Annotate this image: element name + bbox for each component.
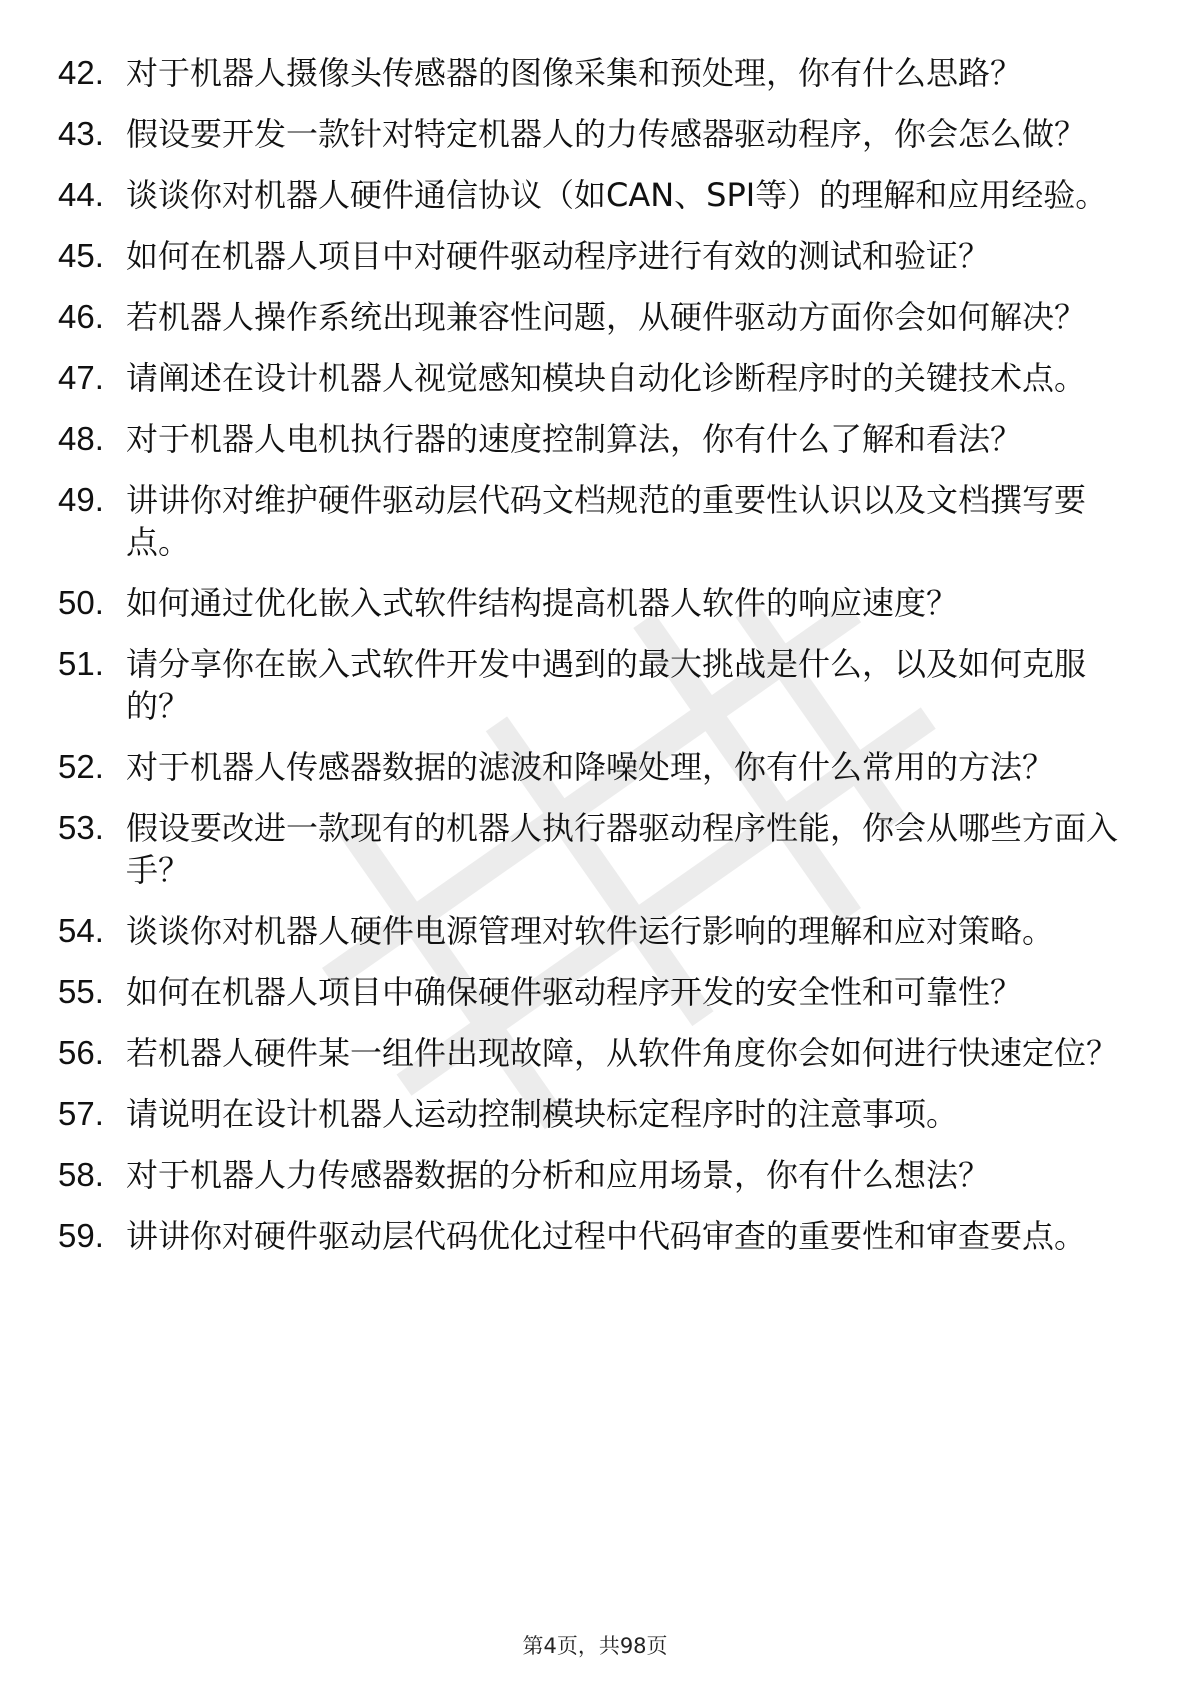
- question-item: [58, 357, 1118, 399]
- question-item: [58, 1215, 1118, 1257]
- question-item: [58, 807, 1118, 891]
- question-item: [58, 113, 1118, 155]
- question-number: 56.: [58, 1034, 104, 1071]
- question-number: 48.: [58, 420, 104, 457]
- question-number: 53.: [58, 809, 104, 846]
- question-list: [58, 52, 1118, 1276]
- question-text: 谈谈你对机器人硬件电源管理对软件运行影响的理解和应对策略。: [126, 912, 1055, 950]
- question-number: 55.: [58, 973, 104, 1010]
- question-text: 请说明在设计机器人运动控制模块标定程序时的注意事项。: [126, 1095, 959, 1133]
- question-number: 50.: [58, 584, 104, 621]
- question-text: 讲讲你对硬件驱动层代码优化过程中代码审查的重要性和审查要点。: [126, 1217, 1087, 1255]
- question-text: 谈谈你对机器人硬件通信协议（如CAN、SPI等）的理解和应用经验。: [126, 176, 1108, 214]
- question-text: 假设要开发一款针对特定机器人的力传感器驱动程序，你会怎么做？: [126, 115, 1087, 153]
- question-item: [58, 52, 1118, 94]
- question-text: 请分享你在嵌入式软件开发中遇到的最大挑战是什么，以及如何克服的？: [126, 645, 1087, 725]
- question-text: 对于机器人传感器数据的滤波和降噪处理，你有什么常用的方法？: [126, 748, 1055, 786]
- question-number: 52.: [58, 748, 104, 785]
- question-item: [58, 235, 1118, 277]
- question-number: 58.: [58, 1156, 104, 1193]
- question-number: 51.: [58, 645, 104, 682]
- question-text: 对于机器人摄像头传感器的图像采集和预处理，你有什么思路？: [126, 54, 1023, 92]
- question-number: 49.: [58, 481, 104, 518]
- question-number: 57.: [58, 1095, 104, 1132]
- question-item: [58, 296, 1118, 338]
- question-text: 讲讲你对维护硬件驱动层代码文档规范的重要性认识以及文档撰写要点。: [126, 481, 1087, 561]
- question-text: 若机器人硬件某一组件出现故障，从软件角度你会如何进行快速定位？: [126, 1034, 1119, 1072]
- question-text: 请阐述在设计机器人视觉感知模块自动化诊断程序时的关键技术点。: [126, 359, 1087, 397]
- question-number: 54.: [58, 912, 104, 949]
- question-item: [58, 174, 1118, 216]
- question-number: 59.: [58, 1217, 104, 1254]
- question-text: 若机器人操作系统出现兼容性问题，从硬件驱动方面你会如何解决？: [126, 298, 1087, 336]
- question-item: [58, 643, 1118, 727]
- question-item: [58, 418, 1118, 460]
- question-text: 对于机器人力传感器数据的分析和应用场景，你有什么想法？: [126, 1156, 991, 1194]
- question-item: [58, 746, 1118, 788]
- question-item: [58, 971, 1118, 1013]
- question-number: 42.: [58, 54, 104, 91]
- question-text: 对于机器人电机执行器的速度控制算法，你有什么了解和看法？: [126, 420, 1023, 458]
- question-number: 47.: [58, 359, 104, 396]
- question-text: 如何在机器人项目中确保硬件驱动程序开发的安全性和可靠性？: [126, 973, 1023, 1011]
- question-item: [58, 582, 1118, 624]
- question-text: 如何通过优化嵌入式软件结构提高机器人软件的响应速度？: [126, 584, 959, 622]
- question-number: 43.: [58, 115, 104, 152]
- question-number: 46.: [58, 298, 104, 335]
- question-item: [58, 1032, 1118, 1074]
- question-number: 44.: [58, 176, 104, 213]
- page-number: 第4页，共98页: [522, 1634, 668, 1658]
- question-item: [58, 910, 1118, 952]
- question-item: [58, 1154, 1118, 1196]
- question-text: 如何在机器人项目中对硬件驱动程序进行有效的测试和验证？: [126, 237, 991, 275]
- question-number: 45.: [58, 237, 104, 274]
- question-text: 假设要改进一款现有的机器人执行器驱动程序性能，你会从哪些方面入手？: [126, 809, 1119, 889]
- question-item: [58, 1093, 1118, 1135]
- question-item: [58, 479, 1118, 563]
